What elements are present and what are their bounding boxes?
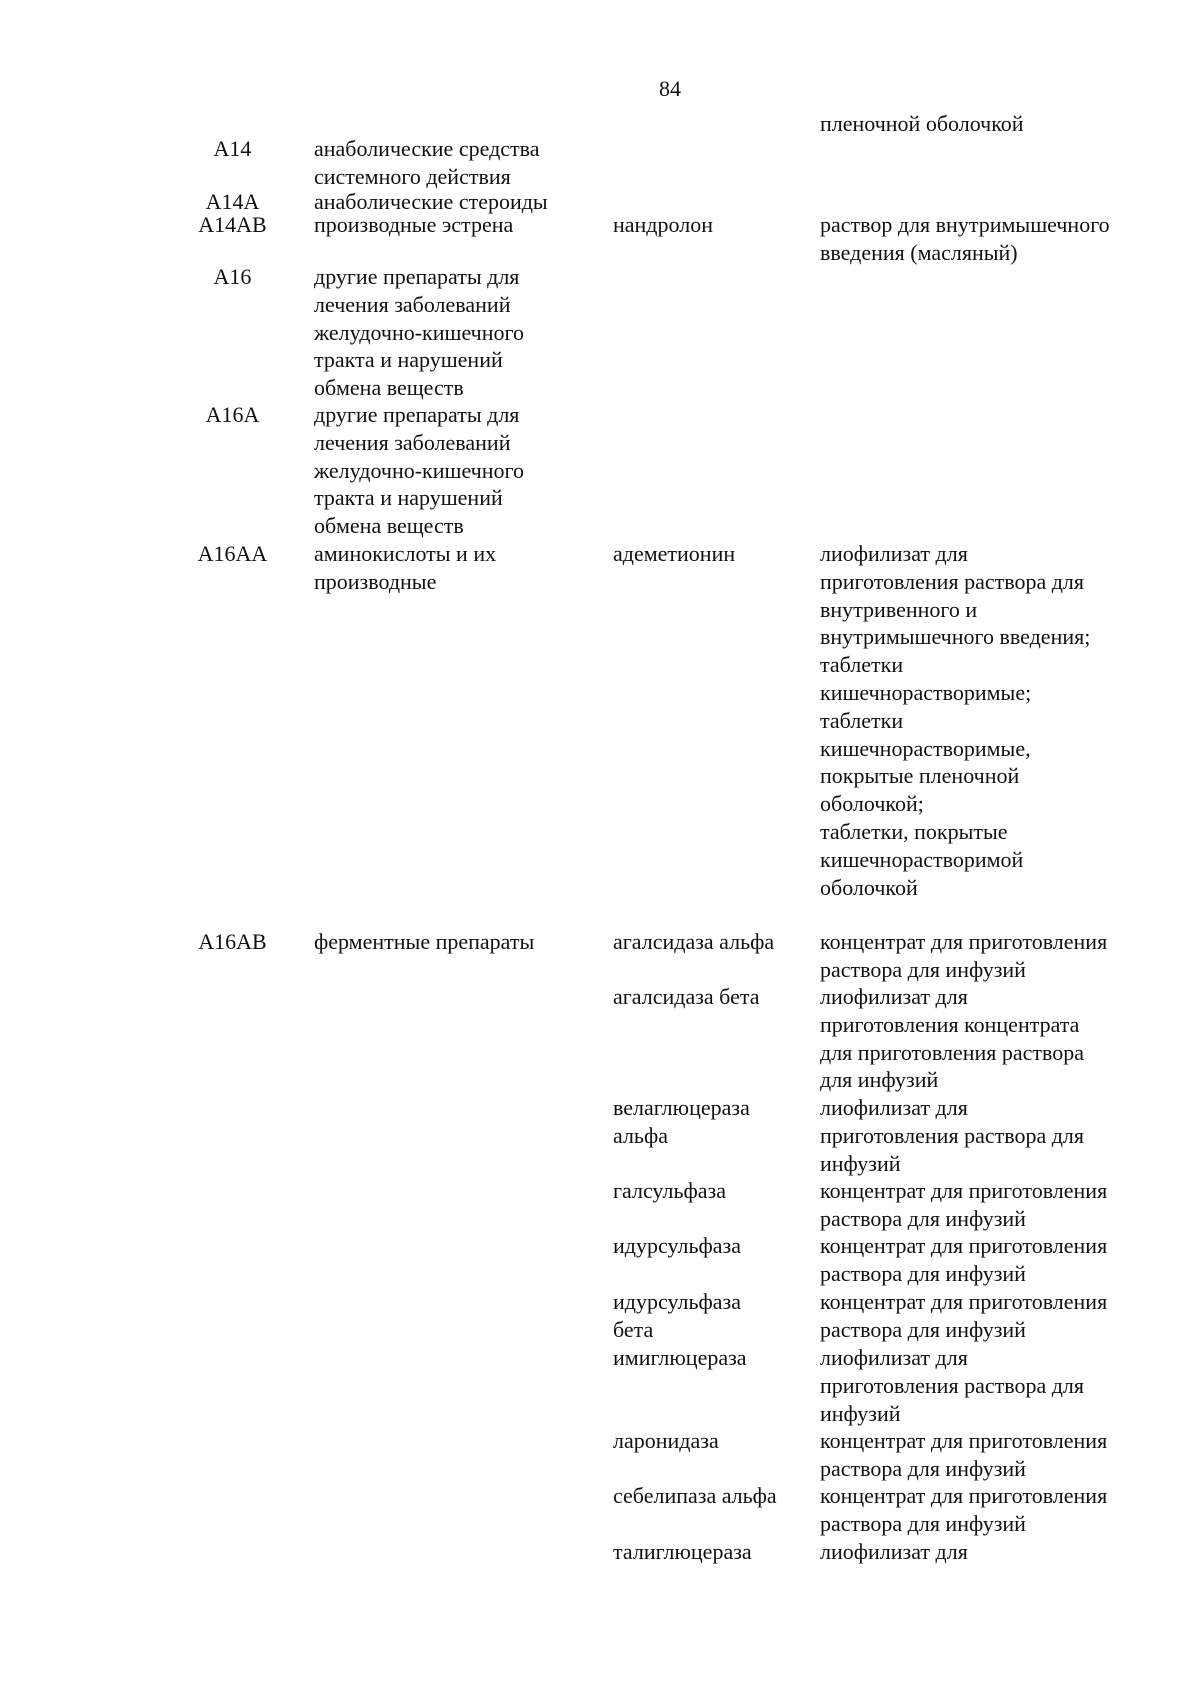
dosage-form: лиофилизат для приготовления раствора для инфузий: [820, 1095, 1084, 1176]
atc-group-name: другие препараты для лечения заболеваний желудочно-кишечного тракта и нарушений обмена веществ: [314, 402, 524, 539]
atc-code: A16: [213, 264, 252, 289]
drug-name: ларонидаза: [613, 1428, 719, 1453]
atc-code: A14: [213, 136, 252, 161]
atc-group-name: другие препараты для лечения заболеваний желудочно-кишечного тракта и нарушений обмена веществ: [314, 264, 524, 401]
drug-name: велаглюцераза альфа: [613, 1095, 750, 1148]
drug-name: адеметионин: [613, 541, 736, 566]
atc-group-name: аминокислоты и их производные: [314, 541, 497, 594]
drug-name: агалсидаза альфа: [613, 929, 775, 954]
dosage-form-continuation: пленочной оболочкой: [820, 111, 1024, 136]
dosage-form: лиофилизат для: [820, 1539, 968, 1564]
drug-name: галсульфаза: [613, 1178, 726, 1203]
atc-code: A16A: [205, 402, 260, 427]
drug-name: идурсульфаза: [613, 1233, 741, 1258]
drug-name: талиглюцераза: [613, 1539, 752, 1564]
drug-name: агалсидаза бета: [613, 984, 760, 1009]
dosage-form: концентрат для приготовления раствора для инфузий: [820, 1428, 1108, 1481]
dosage-form: лиофилизат для приготовления концентрата для приготовления раствора для инфузий: [820, 984, 1084, 1093]
atc-group-name: анаболические средства системного действия: [314, 136, 540, 189]
atc-code: A16AA: [197, 541, 268, 566]
dosage-form: лиофилизат для приготовления раствора для внутривенного и внутримышечного введения; таблетки кишечнорастворимые; таблетки кишечнорастворимые, покрытые пленочной оболочкой; таблетки, покрытые кишечнорастворимой оболочкой: [820, 541, 1091, 900]
dosage-form: концентрат для приготовления раствора для инфузий: [820, 1233, 1108, 1286]
dosage-form: лиофилизат для приготовления раствора для инфузий: [820, 1345, 1084, 1426]
atc-code: A14A: [205, 189, 260, 214]
drug-name: имиглюцераза: [613, 1345, 747, 1370]
drug-name: себелипаза альфа: [613, 1483, 777, 1508]
atc-group-name: производные эстрена: [314, 212, 514, 237]
dosage-form: раствор для внутримышечного введения (масляный): [820, 212, 1110, 265]
atc-code: A14AB: [198, 212, 267, 237]
dosage-form: концентрат для приготовления раствора для инфузий: [820, 1483, 1108, 1536]
dosage-form: концентрат для приготовления раствора для инфузий: [820, 1178, 1108, 1231]
atc-group-name: ферментные препараты: [314, 929, 535, 954]
dosage-form: концентрат для приготовления раствора для инфузий: [820, 929, 1108, 982]
dosage-form: концентрат для приготовления раствора для инфузий: [820, 1289, 1108, 1342]
atc-group-name: анаболические стероиды: [314, 189, 548, 214]
drug-name: нандролон: [613, 212, 713, 237]
atc-code: A16AB: [198, 929, 267, 954]
drug-name: идурсульфаза бета: [613, 1289, 741, 1342]
page-number: 84: [659, 76, 681, 101]
